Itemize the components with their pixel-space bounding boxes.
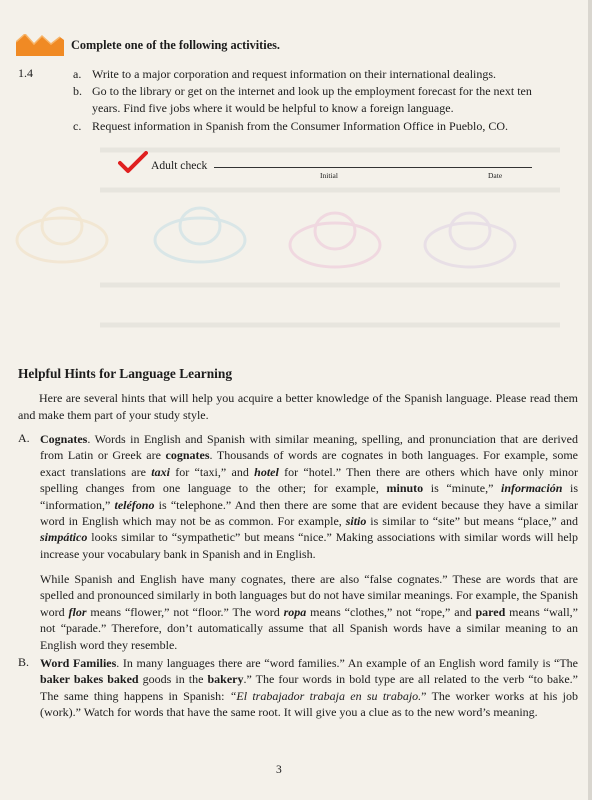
bold-term: bakery [207, 672, 244, 687]
cognates-paragraph [40, 431, 578, 562]
text-run: looks similar to “sympathetic” but means “nice.” Making associations with similar words will help increase your vocabulary bank in Spanish and in English. [40, 530, 578, 561]
activity-item [73, 66, 573, 83]
adult-check-label: Adult check [151, 159, 208, 172]
initial-label: Initial [320, 171, 338, 180]
page-number: 3 [276, 764, 282, 776]
activity-text: Request information in Spanish from the Consumer Information Office in Pueblo, CO. [92, 119, 509, 133]
cognates-heading: Cognates [40, 432, 88, 446]
activity-text: Write to a major corporation and request information on their international dealings. [92, 67, 497, 81]
text-run: means “clothes,” not “rope,” and [306, 604, 476, 619]
checkmark-icon [118, 151, 148, 175]
text-run: is “minute,” [423, 481, 502, 496]
spanish-word: información [501, 481, 563, 496]
spanish-word: minuto [386, 481, 424, 496]
spanish-word: sitio [345, 514, 367, 529]
spanish-word: teléfono [114, 497, 155, 512]
date-label: Date [488, 171, 503, 180]
activity-banner-icon [16, 34, 64, 56]
text-run: is similar to “site” but means “place,” and [366, 514, 578, 529]
text-run: . Thousands of words are cognates in both languages. For example, some exact translations are [40, 448, 578, 479]
word-families-heading: Word Families [40, 656, 117, 670]
spanish-word: ropa [283, 604, 307, 619]
activity-number: 1.4 [18, 66, 33, 80]
false-cognates-paragraph [40, 571, 578, 653]
activity-instruction: Complete one of the following activities. [71, 38, 281, 52]
activity-letter: b. [73, 84, 82, 98]
activity-item [73, 118, 573, 135]
text-run: for “hotel.” Then there are others which have only minor spelling changes from one language to the other; for example, [40, 464, 578, 496]
text-run: means “wall,” not “parade.” Therefore, don’t automatically assume that all Spanish words have a similar meaning to an English word they resemble. [40, 604, 578, 652]
text-run: . In many languages there are “word families.” An example of an English word family is “The [116, 656, 578, 670]
spanish-word: taxi [151, 464, 170, 479]
text-run: .” The four words in bold type are all related to the verb “to bake.” The same thing happens in Spanish: [40, 672, 578, 703]
text-run: means “flower,” not “floor.” The word [86, 604, 284, 619]
spanish-word: simpático [40, 530, 88, 545]
intro-paragraph: Here are several hints that will help you acquire a better knowledge of the Spanish language. Please read them and make them part of your study style. [18, 391, 578, 422]
section-title: Helpful Hints for Language Learning [18, 366, 233, 381]
spanish-quote: “El trabajador trabaja en su trabajo. [229, 688, 422, 703]
page-edge [588, 0, 592, 800]
bold-term: cognates [165, 448, 210, 463]
spanish-word: pared [475, 604, 506, 619]
word-families-paragraph [40, 655, 578, 721]
spanish-word: flor [68, 604, 87, 619]
text-run: goods in the [138, 672, 208, 687]
text-run: While Spanish and English have many cognates, there are also “false cognates.” These are words that are spelled and pronounced similarly in both languages but do not have similar meanings. For example, the Spanish word [40, 572, 578, 619]
spanish-word: hotel [254, 464, 279, 479]
text-run: is “telephone.” And then there are some that are evident because they have a similar word in English which may not be as common. For example, [40, 497, 578, 529]
activity-text: Go to the library or get on the internet and look up the employment forecast for the next ten years. Find five jobs where it would be helpful to know a foreign language. [92, 84, 532, 115]
section-b-letter: B. [18, 655, 30, 669]
text-run: for “taxi,” and [169, 464, 255, 479]
signature-line [214, 167, 532, 168]
activity-item [73, 83, 573, 117]
activity-letter: c. [73, 119, 82, 133]
text-run: is “information,” [40, 481, 579, 512]
text-run: ” The worker works at his job (work).” Watch for words that have the same root. It will give you a clue as to the new word’s meaning. [40, 688, 578, 720]
activity-letter: a. [73, 67, 82, 81]
bold-term: baker bakes baked [40, 672, 139, 687]
section-a-letter: A. [18, 431, 30, 445]
text-run: . Words in English and Spanish with similar meaning, spelling, and pronunciation that are derived from Latin or Greek are [40, 432, 578, 463]
